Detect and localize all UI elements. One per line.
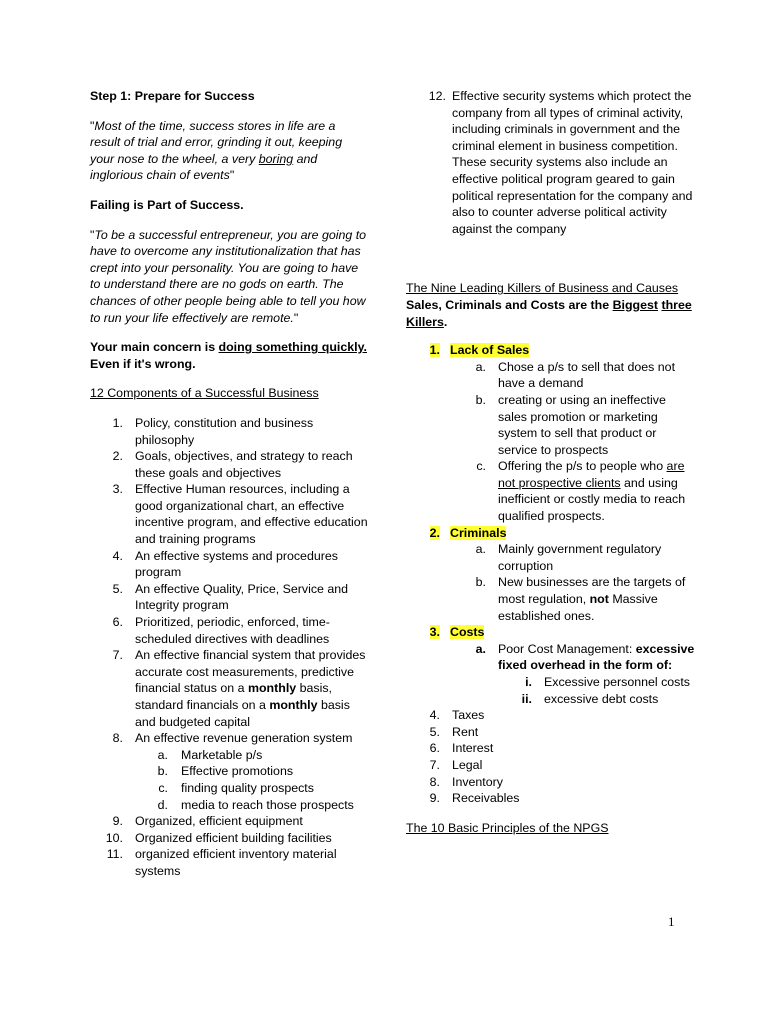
list-item: 8. An effective revenue generation system <box>112 731 353 746</box>
failing-heading: Failing is Part of Success. <box>90 197 244 212</box>
list-item: 2. Goals, objectives, and strategy to reach these goals and objectives <box>112 449 353 480</box>
sub-list-item: b. creating or using an ineffective sales promotion or marketing system to sell that product or service to prospects <box>475 392 666 457</box>
list-item-12: 12. Effective security systems which protect the company from all types of criminal activity, including criminals in government and the criminal element in business competition. These security systems also include an effective political program geared to gain political representation for the company and also to counter adverse political activity against the company <box>428 89 693 236</box>
killer-item-lack-of-sales: 1. Lack of Sales <box>429 343 530 358</box>
list-item: 8. Inventory <box>429 774 503 789</box>
list-item: 4. Taxes <box>429 708 485 723</box>
list-item: 1. Policy, constitution and business philosophy <box>112 415 314 447</box>
quote-success-stories: "Most of the time, success stores in life are a result of trial and error, grinding it out, keeping your nose to the wheel, a very boring and inglorious chain of events" <box>90 118 343 183</box>
step-heading: Step 1: Prepare for Success <box>90 89 255 103</box>
sub-list-item: a. Chose a p/s to sell that does not have a demand <box>475 359 676 391</box>
list-item: 7. An effective financial system that provides accurate cost measurements, predictive financial status on a monthly basis, standard financials on a monthly basis and budgeted capital <box>112 648 366 729</box>
quote-entrepreneur: "To be a successful entrepreneur, you are going to have to overcome any institutionalization that has crept into your personality. You are going to have to understand there are no gods on earth. The chances of other people being able to tell you how to run your life effectively are remote." <box>90 227 367 325</box>
sub-list-item: a. Marketable p/s <box>157 747 263 762</box>
sub-list-item: b. New businesses are the targets of most regulation, not Massive established ones. <box>475 575 686 623</box>
right-column <box>406 88 696 836</box>
list-item: 3. Effective Human resources, including a good organizational chart, an effective incentive program, and effective education and training programs <box>112 482 368 547</box>
left-column <box>90 88 368 880</box>
list-item: 6. Interest <box>429 741 494 756</box>
roman-list-item: i. Excessive personnel costs <box>525 675 691 689</box>
npgs-heading: The 10 Basic Principles of the NPGS <box>406 820 609 835</box>
list-item: 9. Receivables <box>429 791 520 806</box>
list-item: 5. An effective Quality, Price, Service and Integrity program <box>112 581 349 613</box>
list-item: 4. An effective systems and procedures program <box>112 548 338 580</box>
killer-item-costs: 3. Costs <box>429 625 485 640</box>
sub-list-item: d. media to reach those prospects <box>157 797 354 812</box>
killers-list <box>406 342 696 807</box>
sub-list-item: a. Mainly government regulatory corruption <box>475 542 662 573</box>
killers-subheading: Sales, Criminals and Costs are the Biggest three Killers. <box>406 297 692 329</box>
killer-item-criminals: 2. Criminals <box>429 525 507 540</box>
list-item: 5. Rent <box>429 724 479 739</box>
list-item: 11. organized efficient inventory material systems <box>106 847 337 878</box>
sub-list-item: b. Effective promotions <box>157 764 294 779</box>
sub-list-item: a. Poor Cost Management: excessive fixed overhead in the form of: <box>475 641 695 673</box>
killers-heading: The Nine Leading Killers of Business and Causes <box>406 281 679 296</box>
main-concern: Your main concern is doing something quickly. Even if it's wrong. <box>90 340 367 371</box>
page-number: 1 <box>668 914 675 929</box>
list-item: 10. Organized efficient building facilities <box>105 830 332 845</box>
sub-list-item: c. Offering the p/s to people who are not prospective clients and using inefficient or costly media to reach qualified prospects. <box>476 459 686 524</box>
components-heading: 12 Components of a Successful Business <box>90 386 319 401</box>
list-item: 7. Legal <box>429 757 483 772</box>
roman-list-item: ii. excessive debt costs <box>521 691 659 706</box>
list-item: 9. Organized, efficient equipment <box>112 814 303 829</box>
components-list <box>90 415 368 880</box>
sub-list-item: c. finding quality prospects <box>158 780 314 795</box>
list-item: 6. Prioritized, periodic, enforced, time-scheduled directives with deadlines <box>112 615 330 646</box>
